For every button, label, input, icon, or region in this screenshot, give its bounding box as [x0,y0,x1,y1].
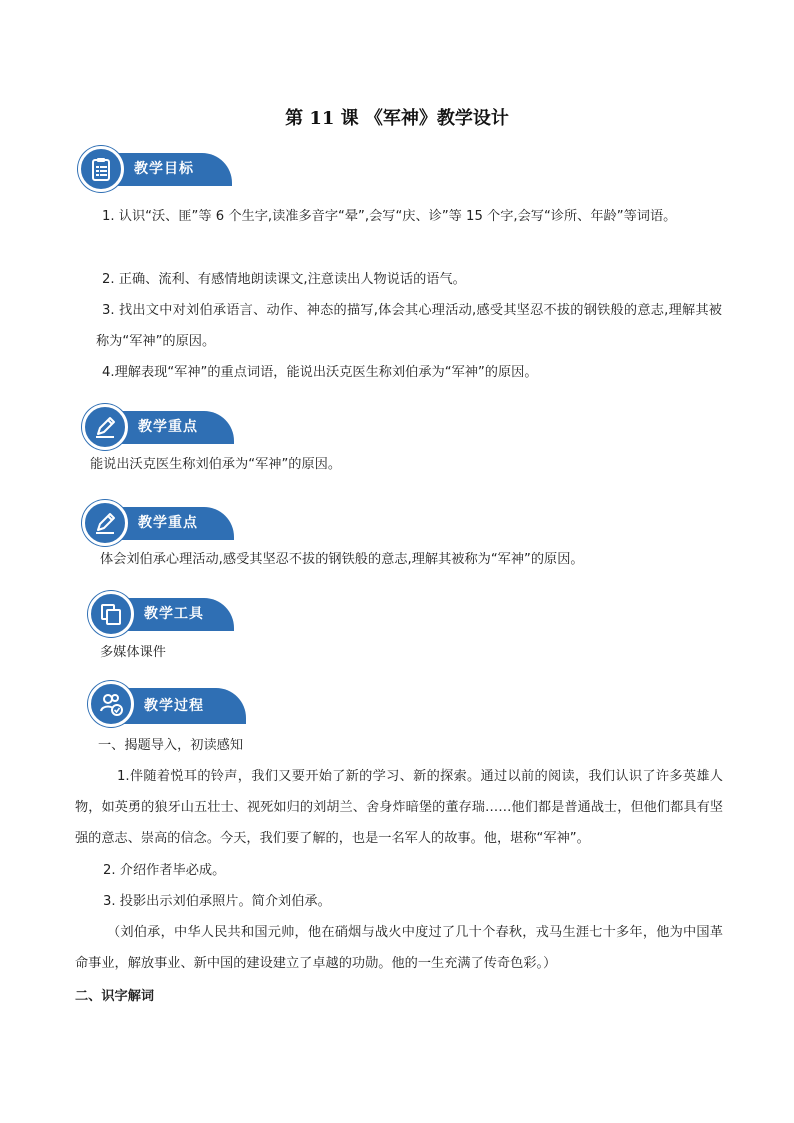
section-badge-process [88,681,248,721]
people-check-icon [98,691,124,717]
section-badge-tools [88,591,248,631]
clipboard-icon [88,156,114,182]
section-label: 教学过程 [144,698,204,714]
section-label: 教学重点 [138,515,198,531]
process-heading-2: 二、识字解词 [75,989,155,1004]
pencil-icon [92,510,118,536]
goal-item: 3. 找出文中对刘伯承语言、动作、神态的描写,体会其心理活动,感受其坚忍不拔的钢铁般的意志,理解其被称为“军神”的原因。 [96,303,722,349]
process-paragraph: 3. 投影出示刘伯承照片。简介刘伯承。 [103,894,331,909]
pencil-icon [92,414,118,440]
goal-item: 4.理解表现“军神”的重点词语，能说出沃克医生称刘伯承为“军神”的原因。 [102,365,538,380]
documents-icon [98,601,124,627]
key-points-text: 能说出沃克医生称刘伯承为“军神”的原因。 [90,457,342,472]
section-circle [88,591,134,637]
process-heading-1: 一、揭题导入，初读感知 [98,738,244,753]
process-paragraph: （刘伯承，中华人民共和国元帅，他在硝烟与战火中度过了几十个春秋，戎马生涯七十多年，他为中国革命事业，解放事业、新中国的建设建立了卓越的功勋。他的一生充满了传奇色彩。） [75,925,723,971]
difficulties-text: 体会刘伯承心理活动,感受其坚忍不拔的钢铁般的意志,理解其被称为“军神”的原因。 [100,552,584,567]
section-badge-key-points [82,404,242,444]
page-title: 第 11 课 《军神》教学设计 [285,108,509,129]
section-label: 教学目标 [134,161,194,177]
section-badge-goals [78,146,238,186]
section-circle [78,146,124,192]
section-circle [82,404,128,450]
goal-item: 2. 正确、流利、有感情地朗读课文,注意读出人物说话的语气。 [102,272,466,287]
section-badge-difficulties [82,500,242,540]
section-label: 教学重点 [138,419,198,435]
goal-item: 1. 认识“沃、匪”等 6 个生字,读准多音字“晕”,会写“庆、诊”等 15 个字,会写“诊所、年龄”等词语。 [102,209,677,224]
section-circle [82,500,128,546]
section-circle [88,681,134,727]
process-paragraph: 2. 介绍作者毕必成。 [103,863,226,878]
section-label: 教学工具 [144,606,204,622]
process-paragraph: 1.伴随着悦耳的铃声，我们又要开始了新的学习、新的探索。通过以前的阅读，我们认识了许多英雄人物，如英勇的狼牙山五壮士、视死如归的刘胡兰、舍身炸暗堡的董存瑞……他们都是普通战士，但他们都具有坚强的意志、崇高的信念。今天，我们要了解的，也是一名军人的故事。他，堪称“军神”。 [75,769,723,846]
tools-text: 多媒体课件 [100,645,166,660]
